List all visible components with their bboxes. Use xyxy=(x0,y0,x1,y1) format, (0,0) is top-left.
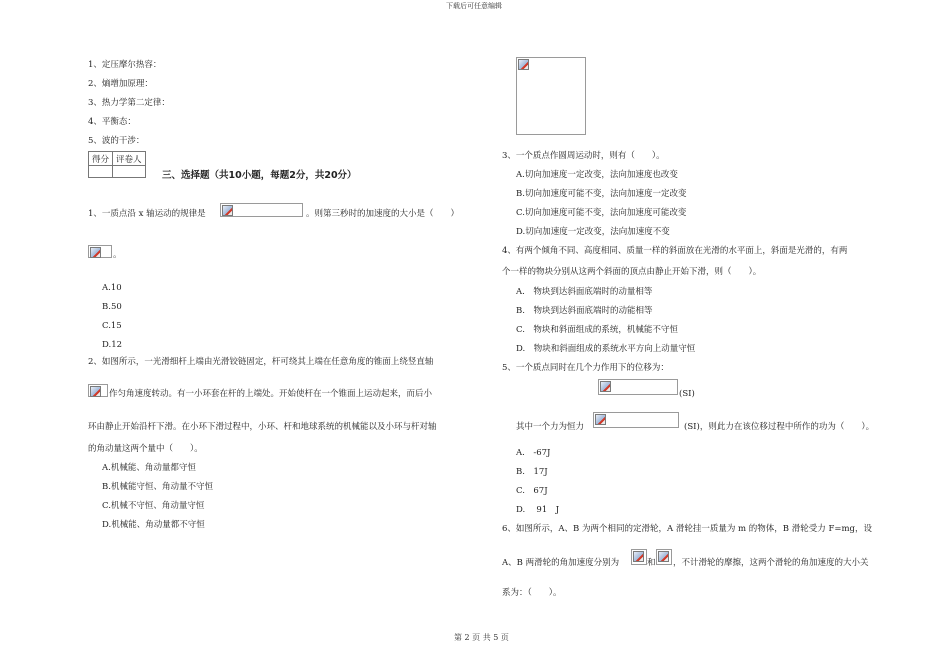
q5-displacement-image xyxy=(598,379,678,395)
broken-image-icon xyxy=(90,386,101,397)
q5-stem: 5、一个质点同时在几个力作用下的位移为： xyxy=(502,363,669,373)
q5-option-b: B. 17J xyxy=(516,467,548,477)
q5-option-c: C. 67J xyxy=(516,486,548,496)
q3-stem: 3、一个质点作圆周运动时，则有（ ）。 xyxy=(502,151,665,161)
q5-option-d: D. 91 J xyxy=(516,505,560,515)
q4-line-2: 个一样的物块分别从这两个斜面的顶点由静止开始下滑，则（ ）。 xyxy=(502,267,762,277)
section-title: 三、选择题（共10小题，每题2分，共20分） xyxy=(162,170,357,181)
q6-alpha-b-image xyxy=(656,549,672,565)
q6-line-3: 系为：（ ）。 xyxy=(502,588,562,598)
q1-after-image: 。 xyxy=(113,250,122,260)
q3-option-a: A.切向加速度一定改变，法向加速度也改变 xyxy=(516,170,678,180)
grader-cell xyxy=(113,166,146,178)
q5-line-2-start: 其中一个力为恒力 xyxy=(516,422,585,432)
q2-line-2: 作匀角速度转动。有一小环套在杆的上端处。开始使杆在一个锥面上运动起来，而后小 xyxy=(109,389,433,399)
score-table xyxy=(88,151,146,178)
q1-formula-image xyxy=(220,203,303,217)
q2-formula-image xyxy=(88,384,108,397)
q2-line-4: 的角动量这两个量中（ ）。 xyxy=(88,444,203,454)
broken-image-icon xyxy=(222,205,233,216)
q3-option-d: D.切向加速度一定改变，法向加速度不变 xyxy=(516,227,670,237)
q2-line-1: 2、如图所示，一光滑细杆上端由光滑铰链固定，杆可绕其上端在任意角度的锥面上绕竖直轴 xyxy=(88,357,434,367)
page-header-note: 下载后可任意编辑 xyxy=(446,2,502,10)
q6-line-2-start: A、B 两滑轮的角加速度分别为 xyxy=(502,558,620,568)
broken-image-icon xyxy=(90,247,101,258)
q1-stem-end: 。则第三秒时的加速度的大小是（ ） xyxy=(306,209,460,219)
q1-option-a: A.10 xyxy=(102,283,122,293)
q6-alpha-a-image xyxy=(631,549,647,565)
q4-line-1: 4、有两个倾角不同、高度相同、质量一样的斜面放在光滑的水平面上，斜面是光滑的，有两 xyxy=(502,246,848,256)
grader-label: 评卷人 xyxy=(113,152,146,166)
definition-4: 4、平衡态： xyxy=(88,117,136,127)
score-cell xyxy=(89,166,113,178)
figure-image xyxy=(516,57,586,135)
q5-force-image xyxy=(593,412,679,428)
broken-image-icon xyxy=(658,551,669,562)
q1-option-b: B.50 xyxy=(102,302,122,312)
q3-option-b: B.切向加速度可能不变，法向加速度一定改变 xyxy=(516,189,687,199)
broken-image-icon xyxy=(595,414,606,425)
definition-3: 3、热力学第二定律： xyxy=(88,98,170,108)
q6-line-1: 6、如图所示，A、B 为两个相同的定滑轮，A 滑轮挂一质量为 m 的物体，B 滑轮受力 F=mg，设 xyxy=(502,524,872,534)
q1-stem-start: 1、一质点沿 x 轴运动的规律是 xyxy=(88,209,206,219)
q2-option-d: D.机械能、角动量都不守恒 xyxy=(102,520,205,530)
definition-5: 5、波的干涉： xyxy=(88,136,145,146)
q4-option-d: D. 物块和斜面组成的系统水平方向上动量守恒 xyxy=(516,344,696,354)
q6-line-2-and: 和 xyxy=(647,558,656,568)
q1-option-d: D.12 xyxy=(102,340,123,350)
q2-option-b: B.机械能守恒、角动量不守恒 xyxy=(102,482,213,492)
q6-line-2-end: ，不计滑轮的摩擦，这两个滑轮的角加速度的大小关 xyxy=(673,558,869,568)
definition-2: 2、熵增加原理： xyxy=(88,79,153,89)
q3-option-c: C.切向加速度可能不变，法向加速度可能改变 xyxy=(516,208,687,218)
q2-option-a: A.机械能、角动量都守恒 xyxy=(102,463,196,473)
q2-line-3: 环由静止开始沿杆下滑。在小环下滑过程中，小环、杆和地球系统的机械能以及小环与杆对轴 xyxy=(88,422,437,432)
q1-formula-image-2 xyxy=(88,245,112,258)
score-label: 得分 xyxy=(89,152,113,166)
q5-si-unit: (SI) xyxy=(679,389,695,399)
q4-option-a: A. 物块到达斜面底端时的动量相等 xyxy=(516,287,653,297)
q4-option-b: B. 物块到达斜面底端时的动能相等 xyxy=(516,306,653,316)
q5-option-a: A. -67J xyxy=(516,448,551,458)
broken-image-icon xyxy=(633,551,644,562)
q1-option-c: C.15 xyxy=(102,321,122,331)
definition-1: 1、定压摩尔热容： xyxy=(88,60,162,70)
q5-line-2-end: (SI)，则此力在该位移过程中所作的功为（ ）。 xyxy=(684,422,875,432)
broken-image-icon xyxy=(600,381,611,392)
broken-image-icon xyxy=(518,59,529,70)
q4-option-c: C. 物块和斜面组成的系统，机械能不守恒 xyxy=(516,325,678,335)
q2-option-c: C.机械不守恒、角动量守恒 xyxy=(102,501,205,511)
page-footer: 第 2 页 共 5 页 xyxy=(454,633,509,642)
